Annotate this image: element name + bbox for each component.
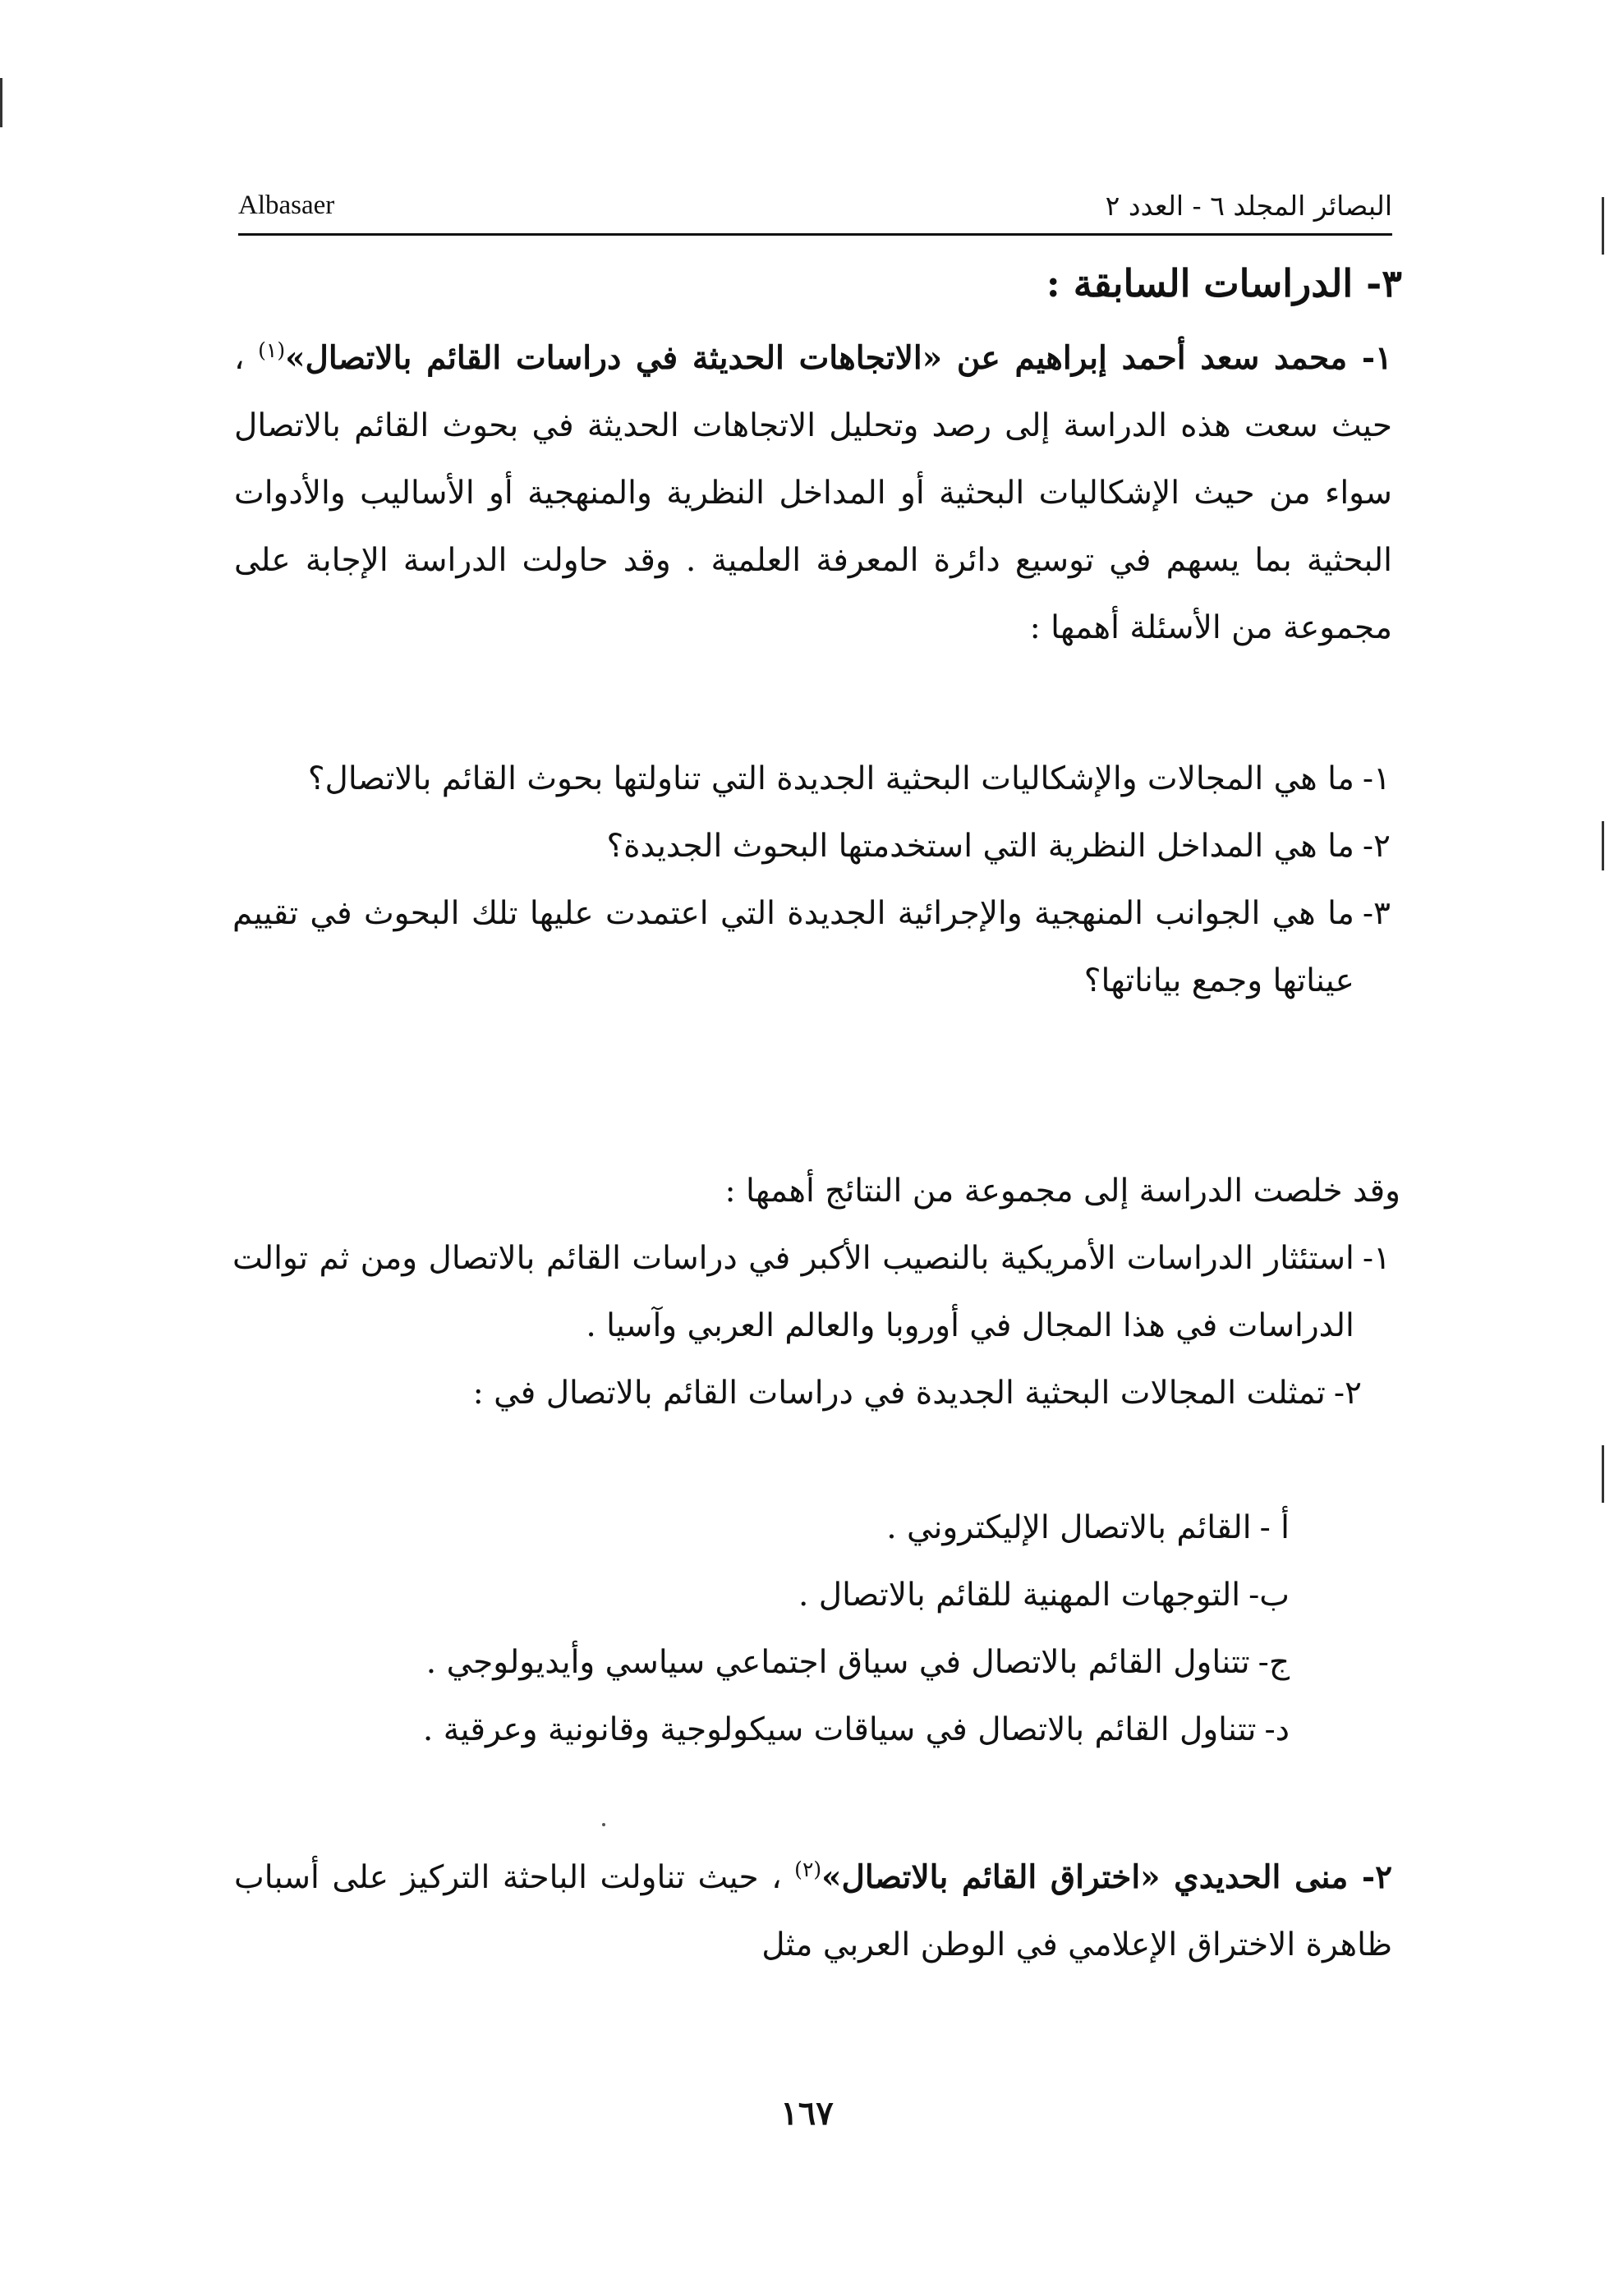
list-item-number: ٢- <box>1333 1375 1362 1412</box>
results-list <box>232 1225 1391 1427</box>
list-item <box>232 813 1391 880</box>
section-title: ٣- الدراسات السابقة : <box>1046 261 1402 305</box>
subresults-list <box>279 1495 1290 1764</box>
list-item-letter: أ - <box>1259 1509 1290 1546</box>
list-item <box>279 1495 1290 1562</box>
list-item-text: تتناول القائم بالاتصال في سياق اجتماعي سياسي وأيديولوجي . <box>425 1644 1250 1681</box>
page-number: ١٦٧ <box>780 2094 834 2133</box>
list-item-text: تمثلت المجالات البحثية الجديدة في دراسات القائم بالاتصال في : <box>472 1375 1326 1412</box>
study-1-lead: ١- محمد سعد أحمد إبراهيم عن «الاتجاهات الحديثة في دراسات القائم بالاتصال» <box>285 339 1392 377</box>
list-item <box>279 1562 1290 1629</box>
list-item-number: ٣- <box>1362 895 1391 932</box>
journal-title-english: Albasaer <box>238 190 335 220</box>
study-2-lead: ٢- منى الحديدي «اختراق القائم بالاتصال» <box>821 1858 1393 1896</box>
scan-edge-mark <box>1602 197 1604 255</box>
results-intro: وقد خلصت الدراسة إلى مجموعة من النتائج أهمها : <box>724 1173 1400 1210</box>
study-1-text: ، حيث سعت هذه الدراسة إلى رصد وتحليل الاتجاهات الحديثة في بحوث القائم بالاتصال سواء من حيث الإشكاليات البحثية أو المداخل النظرية والمنهجية أو الأساليب والأدوات البحثية بما يسهم في توسيع دائرة المعرفة العلمية . وقد حاولت الدراسة الإجابة على مجموعة من الأسئلة أهمها : <box>234 340 1392 646</box>
list-item <box>232 1225 1391 1360</box>
list-item-letter: ج- <box>1258 1644 1290 1681</box>
questions-list <box>232 746 1391 1015</box>
study-2-paragraph <box>234 1844 1392 1979</box>
list-item-text: ما هي المجالات والإشكاليات البحثية الجديدة التي تناولتها بحوث القائم بالاتصال؟ <box>307 760 1354 797</box>
scan-edge-mark <box>1602 1445 1604 1503</box>
list-item-text: ما هي الجوانب المنهجية والإجرائية الجديدة التي اعتمدت عليها تلك البحوث في تقييم عيناتها وجمع بياناتها؟ <box>232 895 1354 999</box>
footnote-ref-1[interactable]: (١) <box>258 338 286 362</box>
footnote-ref-2[interactable]: (٢) <box>794 1857 822 1881</box>
scan-speck <box>602 1823 605 1826</box>
list-item <box>232 880 1391 1015</box>
list-item <box>232 1360 1362 1427</box>
journal-title-arabic: البصائر المجلد ٦ - العدد ٢ <box>1105 189 1392 222</box>
list-item-number: ١- <box>1362 1240 1391 1277</box>
list-item <box>279 1697 1290 1764</box>
study-1-paragraph <box>234 324 1392 662</box>
list-item <box>232 746 1391 813</box>
list-item-text: استئثار الدراسات الأمريكية بالنصيب الأكبر في دراسات القائم بالاتصال ومن ثم توالت الدراسات في هذا المجال في أوروبا والعالم العربي وآسيا . <box>232 1240 1354 1344</box>
list-item <box>279 1629 1290 1697</box>
list-item-text: ما هي المداخل النظرية التي استخدمتها البحوث الجديدة؟ <box>606 828 1354 865</box>
header-rule <box>238 233 1392 236</box>
list-item-number: ١- <box>1362 760 1391 797</box>
running-header <box>238 181 1392 230</box>
scan-edge-mark <box>0 78 2 127</box>
list-item-text: تتناول القائم بالاتصال في سياقات سيكولوجية وقانونية وعرقية . <box>422 1711 1257 1748</box>
list-item-text: القائم بالاتصال الإليكتروني . <box>886 1509 1252 1546</box>
list-item-number: ٢- <box>1362 828 1391 865</box>
study-2-text: ، حيث تناولت الباحثة التركيز على أسباب ظاهرة الاختراق الإعلامي في الوطن العربي مثل <box>234 1859 1392 1963</box>
list-item-letter: ب- <box>1248 1577 1290 1614</box>
list-item-letter: د- <box>1264 1711 1290 1748</box>
scan-edge-mark <box>1602 821 1604 870</box>
list-item-text: التوجهات المهنية للقائم بالاتصال . <box>798 1577 1241 1614</box>
